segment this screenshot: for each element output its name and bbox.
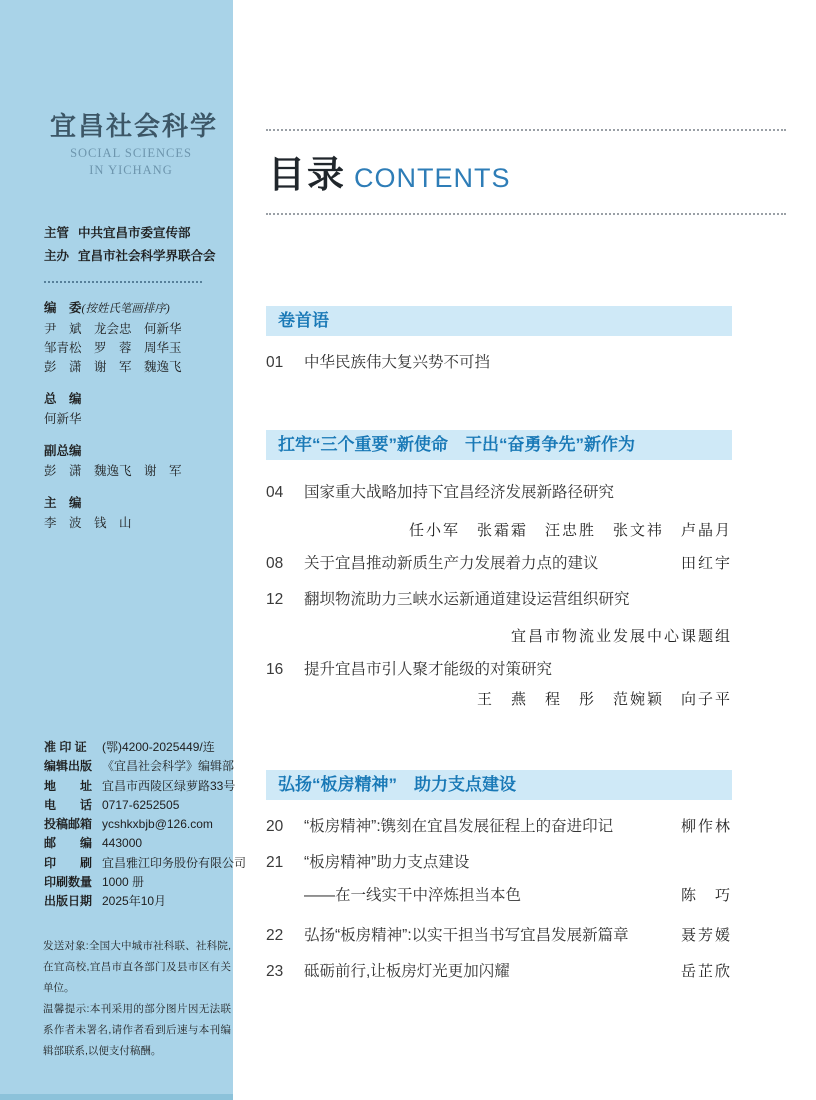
item-subtitle: ——在一线实干中淬炼担当本色 bbox=[304, 887, 522, 904]
page-number: 16 bbox=[266, 661, 284, 678]
postcode-row bbox=[44, 834, 246, 853]
deputy-editor-label: 副总编 bbox=[44, 444, 82, 458]
contents-header bbox=[266, 129, 786, 215]
toc-item-subtitle-row bbox=[266, 886, 732, 906]
page-number: 22 bbox=[266, 927, 284, 944]
journal-subtitle-line2: IN YICHANG bbox=[89, 163, 173, 177]
permit-value: (鄂)4200-2025449/连 bbox=[102, 740, 215, 754]
address-label: 地 址 bbox=[44, 778, 93, 793]
phone-value: 0717-6252505 bbox=[102, 797, 180, 812]
sponsor-row bbox=[44, 245, 216, 268]
chief-editor-value: 何新华 bbox=[44, 412, 82, 426]
sidebar-dotted-divider bbox=[44, 281, 202, 283]
section-heading-mission: 扛牢“三个重要”新使命 干出“奋勇争先”新作为 bbox=[266, 430, 732, 460]
reminder-note: 温馨提示:本刊采用的部分图片因无法联系作者未署名,请作者看到后速与本刊编辑部联系,以便支付稿酬。 bbox=[43, 1003, 231, 1057]
item-title: 翻坝物流助力三峡水运新通道建设运营组织研究 bbox=[304, 591, 630, 608]
item-author: 聂芳媛 bbox=[680, 928, 732, 944]
page-number: 20 bbox=[266, 818, 284, 835]
page-number: 23 bbox=[266, 963, 284, 980]
postcode-label: 邮 编 bbox=[44, 836, 93, 851]
supervisor-row bbox=[44, 222, 216, 245]
publisher-row bbox=[44, 757, 246, 776]
item-authors: 王 燕 程 彤 范婉颖 向子平 bbox=[476, 692, 732, 708]
sponsor-value: 宜昌市社会科学界联合会 bbox=[78, 249, 216, 263]
item-authors: 宜昌市物流业发展中心课题组 bbox=[510, 629, 732, 645]
deputy-editor-group bbox=[44, 441, 182, 481]
item-title: “板房精神”助力支点建设 bbox=[304, 854, 470, 871]
sidebar-bottom-accent bbox=[0, 1094, 233, 1100]
item-title: 关于宜昌推动新质生产力发展着力点的建议 bbox=[304, 555, 599, 572]
publish-date-label: 出版日期 bbox=[44, 894, 93, 909]
page-number: 21 bbox=[266, 854, 284, 871]
email-row bbox=[44, 815, 246, 834]
publication-info-block bbox=[44, 738, 246, 912]
item-title: 国家重大战略加持下宜昌经济发展新路径研究 bbox=[304, 484, 615, 501]
supervisor-value: 中共宜昌市委宣传部 bbox=[78, 226, 191, 240]
board-label: 编 委 bbox=[44, 301, 82, 315]
toc-item bbox=[266, 483, 732, 502]
phone-row bbox=[44, 796, 246, 815]
organizer-block bbox=[44, 222, 216, 268]
printer-row bbox=[44, 854, 246, 873]
address-row bbox=[44, 777, 246, 796]
item-author: 田红宇 bbox=[680, 556, 732, 572]
publish-date-row bbox=[44, 892, 246, 911]
print-run-value: 1000 册 bbox=[102, 875, 145, 890]
item-title: 砥砺前行,让板房灯光更加闪耀 bbox=[304, 963, 510, 980]
item-author: 岳芷欣 bbox=[680, 964, 732, 980]
printer-label: 印 刷 bbox=[44, 855, 93, 870]
publisher-value: 《宜昌社会科学》编辑部 bbox=[102, 759, 235, 774]
section-heading-spirit: 弘扬“板房精神” 助力支点建设 bbox=[266, 770, 732, 800]
print-run-label: 印刷数量 bbox=[44, 875, 93, 890]
page-number: 08 bbox=[266, 555, 284, 572]
toc-item bbox=[266, 590, 732, 609]
page-number: 01 bbox=[266, 354, 284, 371]
item-title: 弘扬“板房精神”:以实干担当书写宜昌发展新篇章 bbox=[304, 927, 629, 944]
board-header bbox=[44, 298, 182, 316]
item-title: 提升宜昌市引人聚才能级的对策研究 bbox=[304, 661, 553, 678]
board-row: 彭 潇 谢 军 魏逸飞 bbox=[44, 360, 182, 374]
supervisor-label: 主管 bbox=[44, 226, 70, 240]
toc-item bbox=[266, 962, 732, 982]
board-note: (按姓氏笔画排序) bbox=[81, 303, 170, 315]
contents-title-zh: 目录 bbox=[268, 155, 346, 196]
contents-page bbox=[233, 0, 816, 1100]
deputy-editor-value: 彭 潇 魏逸飞 谢 军 bbox=[44, 464, 182, 478]
contents-list bbox=[266, 306, 732, 982]
item-authors: 任小军 张霜霜 汪忠胜 张文祎 卢晶月 bbox=[408, 523, 732, 539]
page-number: 12 bbox=[266, 591, 284, 608]
print-run-row bbox=[44, 873, 246, 892]
distribution-note-block bbox=[43, 936, 231, 1062]
phone-label: 电 话 bbox=[44, 797, 93, 812]
managing-editor-label: 主 编 bbox=[44, 496, 82, 510]
permit-label: 准 印 证 bbox=[44, 740, 87, 754]
item-title: “板房精神”:镌刻在宜昌发展征程上的奋进印记 bbox=[304, 818, 614, 835]
editorial-board-block bbox=[44, 298, 182, 533]
publisher-label: 编辑出版 bbox=[44, 759, 93, 774]
toc-item bbox=[266, 926, 732, 946]
section-heading-preface: 卷首语 bbox=[266, 306, 732, 336]
toc-item bbox=[266, 554, 732, 574]
board-row: 邹青松 罗 蓉 周华玉 bbox=[44, 341, 182, 355]
printer-value: 宜昌雅江印务股份有限公司 bbox=[102, 855, 247, 870]
managing-editor-group bbox=[44, 493, 182, 533]
journal-subtitle bbox=[42, 145, 220, 179]
publish-date-value: 2025年10月 bbox=[102, 894, 167, 909]
journal-subtitle-line1: SOCIAL SCIENCES bbox=[70, 146, 192, 160]
item-author: 柳作林 bbox=[680, 819, 732, 835]
permit-row bbox=[44, 738, 246, 757]
email-value: ycshkxbjb@126.com bbox=[102, 817, 213, 832]
item-author: 陈 巧 bbox=[680, 888, 732, 904]
toc-item bbox=[266, 660, 732, 679]
distribution-note: 发送对象:全国大中城市社科联、社科院,在宜高校,宜昌市直各部门及县市区有关单位。 bbox=[43, 940, 231, 994]
board-row: 尹 斌 龙会忠 何新华 bbox=[44, 322, 182, 336]
page-number: 04 bbox=[266, 484, 284, 501]
chief-editor-group bbox=[44, 389, 182, 429]
toc-item bbox=[266, 853, 732, 872]
journal-sidebar bbox=[0, 0, 247, 1100]
journal-title: 宜昌社会科学 bbox=[50, 112, 219, 141]
address-value: 宜昌市西陵区绿萝路33号 bbox=[102, 778, 236, 793]
toc-item bbox=[266, 353, 732, 372]
chief-editor-label: 总 编 bbox=[44, 392, 82, 406]
email-label: 投稿邮箱 bbox=[44, 817, 93, 832]
item-title: 中华民族伟大复兴势不可挡 bbox=[304, 354, 491, 371]
board-members bbox=[44, 320, 182, 377]
postcode-value: 443000 bbox=[102, 836, 143, 851]
contents-title-en: CONTENTS bbox=[354, 163, 511, 193]
managing-editor-value: 李 波 钱 山 bbox=[44, 516, 132, 530]
sponsor-label: 主办 bbox=[44, 249, 70, 263]
toc-item bbox=[266, 817, 732, 837]
